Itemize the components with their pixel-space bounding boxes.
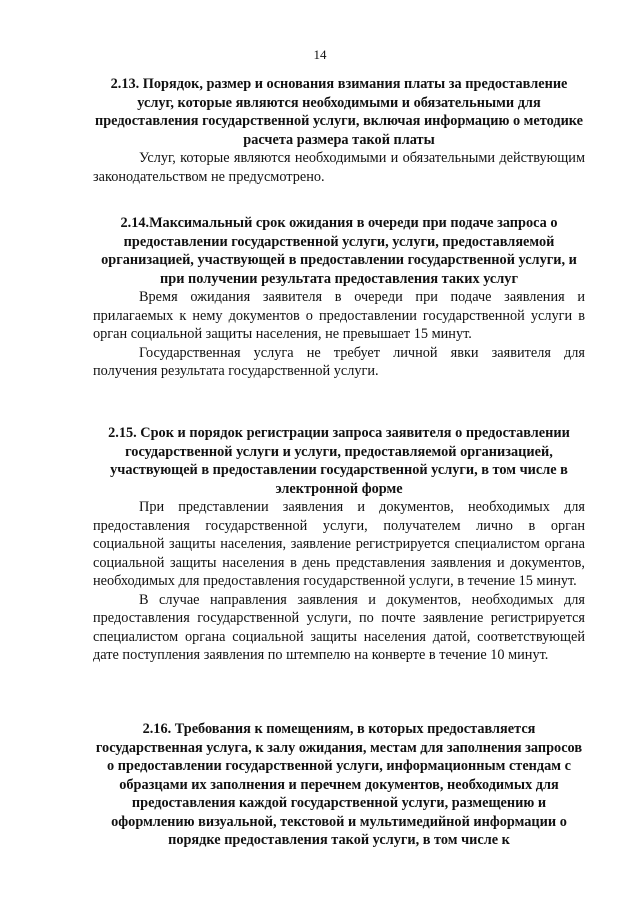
section-2-13 <box>93 75 585 186</box>
section-paragraph: В случае направления заявления и документов, необходимых для предоставления государственной услуги, по почте заявление регистрируется специалистом органа социальной защиты населения датой, соответствующей дате поступления заявления по штемпелю на конверте в течение 10 минут. <box>93 591 585 663</box>
section-2-15 <box>93 424 585 665</box>
section-2-16 <box>93 720 585 850</box>
section-paragraph: Услуг, которые являются необходимыми и обязательными действующим законодательством не предусмотрено. <box>93 150 585 185</box>
section-2-14 <box>93 214 585 381</box>
section-heading: 2.16. Требования к помещениям, в которых предоставляется государственная услуга, к залу ожидания, местам для заполнения запросов о предоставлении государственной услуги, информационным стендам с образцами их заполнения и перечнем документов, необходимых для предоставления каждой государственной услуги, размещению и оформлению визуальной, текстовой и мультимедийной информации о порядке предоставления такой услуги, в том числе к <box>95 721 583 848</box>
section-paragraph: Государственная услуга не требует личной явки заявителя для получения результата государственной услуги. <box>93 344 585 379</box>
section-paragraph: При представлении заявления и документов, необходимых для предоставления государственной услуги, получателем лично в орган социальной защиты населения, заявление регистрируется специалистом органа социальной защиты населения в день представления заявления и документов, необходимых для предоставления государственной услуги, в течение 15 минут. <box>93 499 585 589</box>
section-heading: 2.14.Максимальный срок ожидания в очереди при подаче запроса о предоставлении государственной услуги, услуги, предоставляемой организацией, участвующей в предоставлении государственной услуги, и при получении результата предоставления таких услуг <box>101 215 577 287</box>
section-heading: 2.13. Порядок, размер и основания взимания платы за предоставление услуг, которые являются необходимыми и обязательными для предоставления государственной услуги, включая информацию о методике расчета размера такой платы <box>94 76 584 148</box>
section-heading: 2.15. Срок и порядок регистрации запроса заявителя о предоставлении государственной услуги и услуги, предоставляемой организацией, участвующей в предоставлении государственной услуги, в том числе в электронной форме <box>108 425 570 497</box>
page-number: 14 <box>313 47 327 62</box>
section-paragraph: Время ожидания заявителя в очереди при подаче заявления и прилагаемых к нему документов о предоставлении государственной услуги в орган социальной защиты населения, не превышает 15 минут. <box>93 289 585 342</box>
